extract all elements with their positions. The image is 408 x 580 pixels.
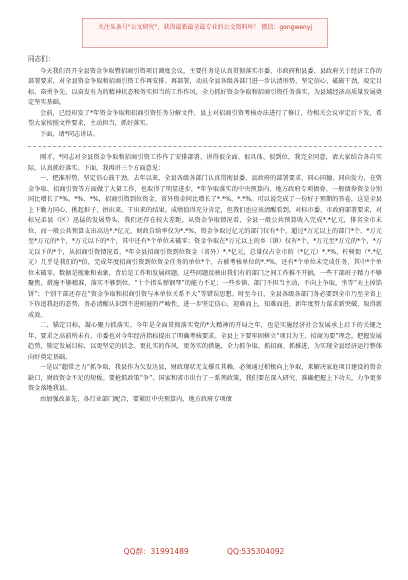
- intro-paragraph-3: 下面，请*同志讲话。: [40, 130, 99, 138]
- intro-paragraph-2: 会前，已经印发了*年资金争取和招商引资任务分解文件，县上对招商引资考核办法进行了修订，待相关会议审定后下发，希望大家按照文件要求，主动担当，抓好落实。: [28, 109, 382, 127]
- body-paragraph-4: 一是以“超常之力”抓争取，我县作为欠发达县，财政现状无支撑且其赖，必须通过积极向上争取，来解决家庭项目建设的资金缺口，财政资金不足的短板。要抢抓政策“争”。国家和省市出台了一系列政策，我们要在深入研究、准确把握上下功夫，力争更多资金落地我县。: [28, 364, 382, 392]
- promo-banner-text: 关注头条号"公文研究"，获得最新最全最专业的公文资料库！ 微信：gongwenyj: [97, 24, 313, 31]
- promo-banner: [82, 18, 328, 48]
- body-paragraph-5: 由加强改革先、各行业部门配合，要紧盯中央预算内、地方政府专项债: [40, 395, 232, 403]
- body-paragraph-2: 一、把准形势，坚定信心鼓干劲。去年以来，全县各级各部门认真贯彻县委、县政府的部署要求，同心同德、同向发力，在资金争取、招商引资等方面做了大量工作，也取得了明显进步，*年争取落实的中央预算内、地方政府专项债券、一般债券资金分别同比增长了*%、*%、*%，招商引资到位资金、省外资金同比增长了*.*%、*.*%。可以说完成了一份好于预期的答卷，这是全县上下勠力同心、挑起担子、拼出来、干出来的结果。成绩值得充分肯定，但我们也应该清醒看到，对标市委、市政府部署要求，对标兄弟县（区）迅猛的发展势头，我们还存在较大差距，从资金争取情况看，全县一般公共预算收入完成*.*亿元，排名全市末位，而一般公共预算支出高达*.*亿元，财政自给率仅为*.*%，资金争取过亿元的部门仅有*个，超过*万元以上的部门*个，*万元至*万元的*个，*万元以下的*个，其中还有*个单位未破零；资金争取在*万元以上的乡（镇）仅有*个，*万元至*万元的*个，*万元以下的*个，从招商引资情况看，*年全县招商引资到位资金（省外）*.*亿元，总量仅占全市的（*亿元）*.*%，柠树街（*.*亿元）几乎是我们的*倍，完成年度招商引资到位资金任务的单位*个，占被考核单位的*.*%，还有*个单位未完成任务，其中*个单位未破零。数据是现象和表象，背后是工作和发展问题。这些问题反映出我们有的部门之间工作推不开搞，一些干部班子精力不够聚焦，措施不够精准，落实不够到位。“十个指头弹钢琴”的能力不足；一些乡镇、部门不担当主动，不向上争取，坐等“天上掉馅饼”；个别干部还存在“资金争取和招商引资与本单位关系不大”等错误思想。时至今日，全县各级各部门务必要到全市乃至全省上下你追我赶的态势，务必清醒认识到不进则退的严峻性，进一步坚定信心，迎难而上，知难而进，新年度努力谋求新突破、取得新成效。: [28, 175, 382, 319]
- intro-paragraph-1: 今天我们召开全县资金争取暨招商引资项目调度会议，主要任务是认真贯彻落实市委、市政府和县委、县政府关于经济工作的部署要求，对全县资金争取和招商引资工作再安排、再部署，动员全县各级各部门进一步认清形势，坚定信心，砥砺干劲，咬定目标、奋勇争先，以奋发有为的精神状态和务实担当的工作作风，全力抓好资金争取和招商引资任务落实，为县域经济高质量发展奠定坚实基础。: [28, 67, 382, 106]
- body-paragraph-3: 二、锚定目标，凝心聚力抓落实。今年是全面贯彻落实党的*大精神的开局之年，也是实施经济社会发展承上启下的关键之年，要求之高前所未有，市委也对今年经济指标提出了明确考核要求。全县上下要牢固树立“项目为王、招商为要”理念，把握发展趋势，锁定发展目标，以更坚定的信念、更扎实的作风、更务实的措施，全力抓争取、抓招商、抓推进，为实现全县经济运行整体向好奠定基础。: [28, 322, 382, 361]
- document-page: [28, 54, 382, 405]
- footer-qq: QQ:535304092: [227, 547, 285, 556]
- footer-qq-group: QQ群：31991489: [123, 547, 189, 556]
- salutation: 同志们：: [28, 55, 55, 63]
- footer: [0, 546, 408, 557]
- section-divider: [28, 146, 382, 147]
- body-paragraph-1: 刚才，*同志对全县资金争取和招商引资工作作了安排部署，讲得很全面、很具体、很到位，我完全同意，请大家结合各自实际，认真抓好落实。下面，我再讲三个方面意见：: [28, 154, 382, 172]
